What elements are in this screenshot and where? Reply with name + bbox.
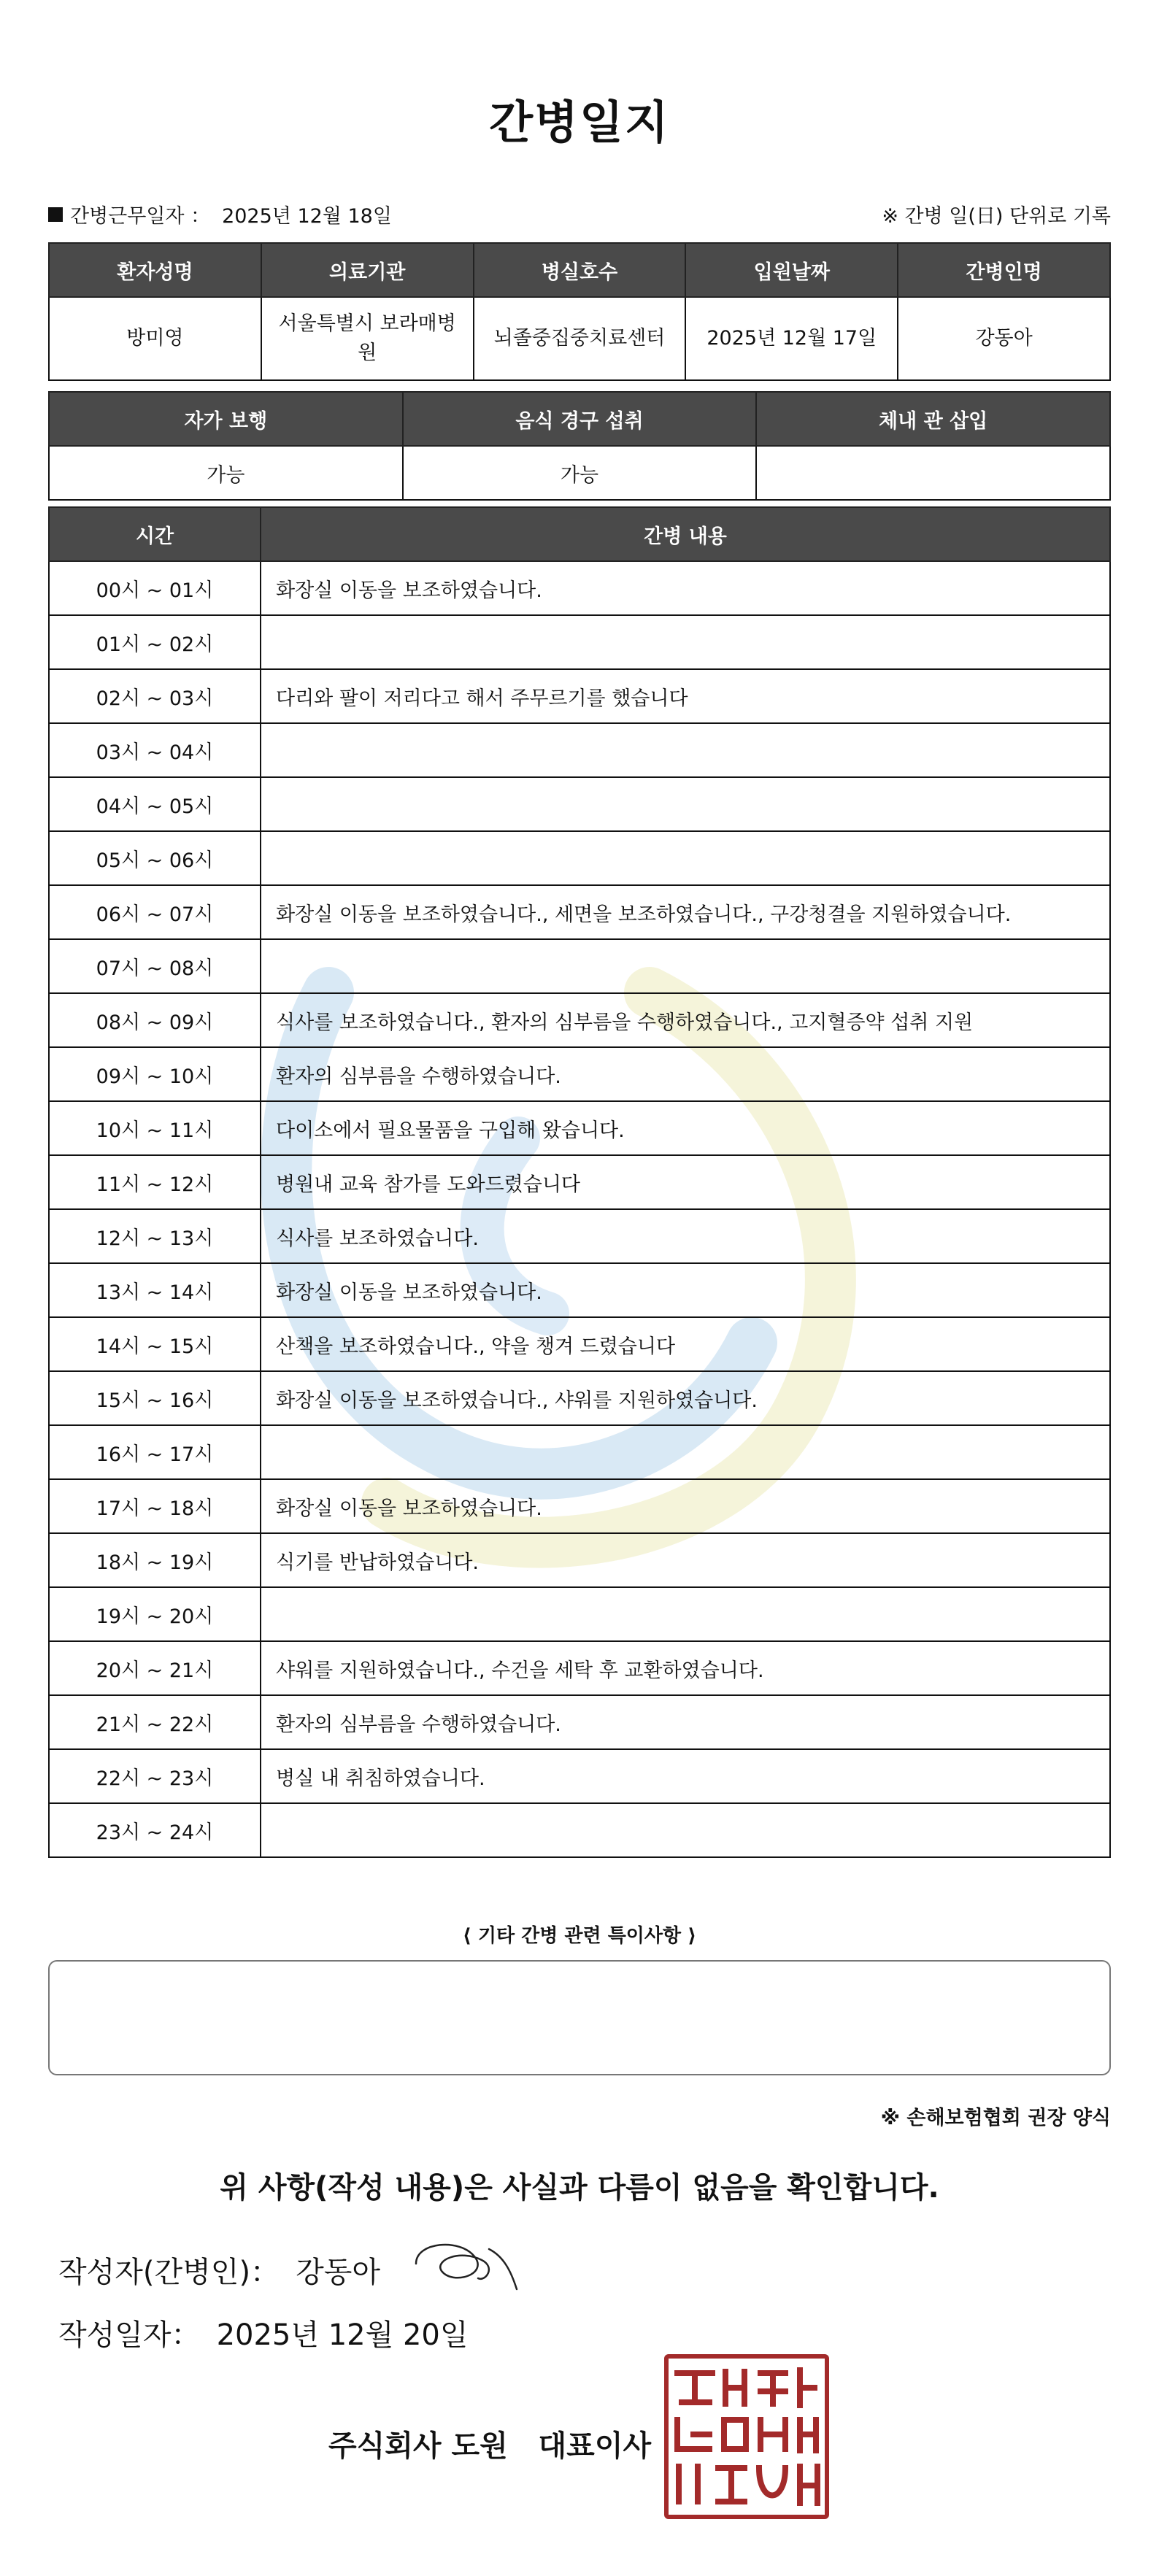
care-log-row (49, 1263, 1110, 1317)
care-log-row (49, 723, 1110, 777)
record-note: ※ 간병 일(日) 단위로 기록 (882, 205, 1111, 228)
care-log-row (49, 831, 1110, 885)
care-log-row (49, 1587, 1110, 1641)
care-log-content: 화장실 이동을 보조하였습니다. (261, 1263, 1110, 1317)
care-log-content: 식기를 반납하였습니다. (261, 1533, 1110, 1587)
work-date-row (48, 200, 392, 228)
care-log-time: 01시 ~ 02시 (49, 615, 261, 669)
notes-title: ⟨ 기타 간병 관련 특이사항 ⟩ (462, 1925, 697, 1947)
care-log-content: 화장실 이동을 보조하였습니다., 세면을 보조하였습니다., 구강청결을 지원하였습니다. (261, 885, 1110, 939)
header-hospital: 의료기관 (261, 243, 474, 297)
room-name: 뇌졸중집중치료센터 (474, 297, 686, 380)
care-log-row (49, 777, 1110, 831)
company-name: 주식회사 도원 대표이사 (328, 2429, 652, 2463)
header-care-content: 간병 내용 (261, 507, 1110, 561)
care-log-content (261, 939, 1110, 993)
patient-name: 방미영 (49, 297, 261, 380)
care-log-row (49, 1047, 1110, 1101)
written-date-label: 작성일자： (58, 2318, 201, 2352)
confirmation-statement: 위 사항(작성 내용)은 사실과 다름이 없음을 확인합니다. (220, 2171, 939, 2205)
patient-info-table (48, 242, 1111, 381)
care-log-row (49, 615, 1110, 669)
care-log-content: 병실 내 취침하였습니다. (261, 1749, 1110, 1803)
care-log-time: 23시 ~ 24시 (49, 1803, 261, 1857)
care-log-time: 18시 ~ 19시 (49, 1533, 261, 1587)
written-date-line (58, 2312, 469, 2353)
care-log-time: 04시 ~ 05시 (49, 777, 261, 831)
ability-header-row (49, 392, 1110, 446)
care-log-time: 12시 ~ 13시 (49, 1209, 261, 1263)
care-log-time: 11시 ~ 12시 (49, 1155, 261, 1209)
care-log-time: 03시 ~ 04시 (49, 723, 261, 777)
care-log-content: 화장실 이동을 보조하였습니다., 샤워를 지원하였습니다. (261, 1371, 1110, 1425)
care-log-content: 산책을 보조하였습니다., 약을 챙겨 드렸습니다 (261, 1317, 1110, 1371)
header-patient-name: 환자성명 (49, 243, 261, 297)
writer-line (58, 2249, 380, 2291)
notes-box (48, 1960, 1111, 2075)
care-log-row (49, 885, 1110, 939)
care-log-header-row (49, 507, 1110, 561)
page-title: 간병일지 (489, 96, 670, 149)
work-date-label: 간병근무일자 ： (70, 205, 211, 228)
header-walking: 자가 보행 (49, 392, 403, 446)
care-log-row (49, 1155, 1110, 1209)
care-log-row (49, 561, 1110, 615)
care-log-time: 16시 ~ 17시 (49, 1425, 261, 1479)
care-log-row (49, 669, 1110, 723)
care-log-content: 다리와 팔이 저리다고 해서 주무르기를 했습니다 (261, 669, 1110, 723)
header-oral-intake: 음식 경구 섭취 (403, 392, 757, 446)
care-log-time: 17시 ~ 18시 (49, 1479, 261, 1533)
care-log-time: 19시 ~ 20시 (49, 1587, 261, 1641)
walking-value: 가능 (49, 446, 403, 500)
care-log-content: 환자의 심부름을 수행하였습니다. (261, 1047, 1110, 1101)
header-room: 병실호수 (474, 243, 686, 297)
care-log-time: 09시 ~ 10시 (49, 1047, 261, 1101)
care-log-time: 14시 ~ 15시 (49, 1317, 261, 1371)
care-log-time: 00시 ~ 01시 (49, 561, 261, 615)
notes-content (50, 1962, 1109, 1985)
care-log-time: 20시 ~ 21시 (49, 1641, 261, 1695)
care-log-row (49, 1479, 1110, 1533)
header-tube-insertion: 체내 관 삽입 (756, 392, 1110, 446)
patient-ability-table (48, 391, 1111, 501)
care-log-content (261, 777, 1110, 831)
care-log-row (49, 939, 1110, 993)
care-log-table (48, 506, 1111, 1858)
care-log-row (49, 1101, 1110, 1155)
care-log-row (49, 1803, 1110, 1857)
care-log-time: 08시 ~ 09시 (49, 993, 261, 1047)
seal-glyphs (669, 2359, 825, 2515)
care-log-time: 10시 ~ 11시 (49, 1101, 261, 1155)
care-log-row (49, 1533, 1110, 1587)
care-log-row (49, 1317, 1110, 1371)
writer-name: 강동아 (296, 2256, 380, 2289)
care-log-row (49, 1749, 1110, 1803)
care-log-time: 05시 ~ 06시 (49, 831, 261, 885)
care-log-content (261, 723, 1110, 777)
care-log-row (49, 993, 1110, 1047)
care-log-content: 화장실 이동을 보조하였습니다. (261, 1479, 1110, 1533)
caregiver-name: 강동아 (898, 297, 1110, 380)
admission-date: 2025년 12월 17일 (685, 297, 898, 380)
care-log-time: 22시 ~ 23시 (49, 1749, 261, 1803)
care-log-content (261, 615, 1110, 669)
care-log-content (261, 1587, 1110, 1641)
care-log-time: 02시 ~ 03시 (49, 669, 261, 723)
tube-insertion-value (756, 446, 1110, 500)
care-log-content: 환자의 심부름을 수행하였습니다. (261, 1695, 1110, 1749)
header-admission-date: 입원날짜 (685, 243, 898, 297)
care-log-content: 식사를 보조하였습니다. (261, 1209, 1110, 1263)
care-log-time: 07시 ~ 08시 (49, 939, 261, 993)
header-time: 시간 (49, 507, 261, 561)
care-log-row (49, 1695, 1110, 1749)
oral-intake-value: 가능 (403, 446, 757, 500)
care-log-row (49, 1209, 1110, 1263)
care-log-content: 화장실 이동을 보조하였습니다. (261, 561, 1110, 615)
care-log-content (261, 1425, 1110, 1479)
hospital-name: 서울특별시 보라매병원 (261, 297, 474, 380)
care-log-time: 15시 ~ 16시 (49, 1371, 261, 1425)
written-date-value: 2025년 12월 20일 (216, 2318, 469, 2352)
care-log-content: 샤워를 지원하였습니다., 수건을 세탁 후 교환하였습니다. (261, 1641, 1110, 1695)
care-log-row (49, 1641, 1110, 1695)
care-log-content: 식사를 보조하였습니다., 환자의 심부름을 수행하였습니다., 고지혈증약 섭취 지원 (261, 993, 1110, 1047)
care-log-content: 병원내 교육 참가를 도와드렸습니다 (261, 1155, 1110, 1209)
care-log-time: 06시 ~ 07시 (49, 885, 261, 939)
work-date-value: 2025년 12월 18일 (222, 205, 392, 228)
care-log-time: 13시 ~ 14시 (49, 1263, 261, 1317)
ability-value-row (49, 446, 1110, 500)
patient-info-value-row (49, 297, 1110, 380)
care-log-row (49, 1371, 1110, 1425)
bullet-square-icon (48, 207, 63, 222)
care-log-content: 다이소에서 필요물품을 구입해 왔습니다. (261, 1101, 1110, 1155)
header-caregiver-name: 간병인명 (898, 243, 1110, 297)
care-log-content (261, 1803, 1110, 1857)
recommend-note: ※ 손해보험협회 권장 양식 (880, 2107, 1111, 2129)
care-log-time: 21시 ~ 22시 (49, 1695, 261, 1749)
care-log-row (49, 1425, 1110, 1479)
care-log-content (261, 831, 1110, 885)
care-log-body (49, 561, 1110, 1857)
signature-image (409, 2227, 525, 2293)
patient-info-header-row (49, 243, 1110, 297)
company-seal-stamp (664, 2354, 829, 2519)
writer-label: 작성자(간병인)： (58, 2256, 280, 2289)
